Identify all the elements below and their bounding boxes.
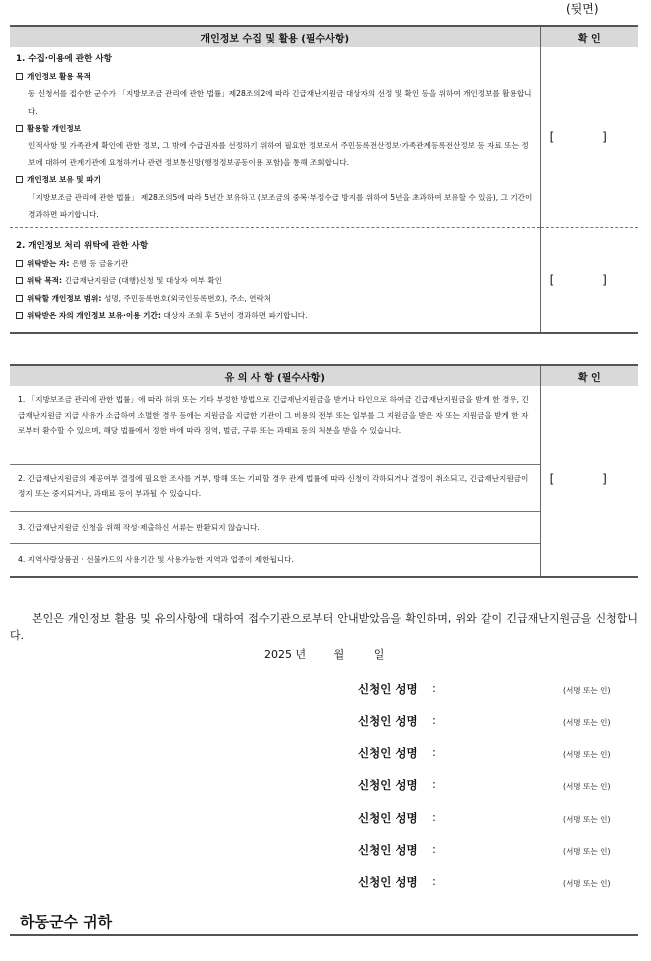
confirmation-statement: 본인은 개인정보 활용 및 유의사항에 대하여 접수기관으로부터 안내받았음을 확인하며, 위와 같이 긴급재난지원금을 신청합니다. — [10, 612, 638, 642]
addressee: 하동군수 귀하 — [20, 913, 113, 931]
notice-check[interactable]: [ ] — [540, 386, 638, 577]
privacy-consent-table — [10, 25, 638, 334]
outsourcing-title: 2. 개인정보 처리 위탁에 관한 사항 — [16, 241, 149, 252]
checkbox-icon — [16, 277, 23, 284]
notice-header: 유 의 사 항 (필수사항) — [10, 365, 540, 386]
signature-hint: (서명 또는 인) — [563, 782, 611, 791]
signature-line[interactable]: 신청인 성명 : (서명 또는 인) — [358, 777, 611, 792]
notice-item: 2. 긴급재난지원금의 제공여부 결정에 필요한 조사를 거부, 방해 또는 기피할 경우 관계 법률에 따라 신청이 각하되거나 결정이 취소되고, 긴급재난지원금이 정지 또는 중지되거나, 과태료 등이 부과될 수 있습니다. — [10, 464, 540, 511]
application-date — [264, 646, 384, 662]
outsourcing-block — [10, 228, 540, 334]
date-month: 월 — [333, 648, 345, 661]
date-day: 일 — [373, 648, 385, 661]
checkbox-icon — [16, 176, 23, 183]
signature-hint: (서명 또는 인) — [563, 686, 611, 695]
info-used-label: 활용할 개인정보 — [16, 120, 534, 137]
outsourcing-check[interactable]: [ ] — [540, 228, 638, 334]
outsourcing-scope-row: 위탁할 개인정보 범위: 성명, 주민등록번호(외국인등록번호), 주소, 연락처 — [16, 290, 534, 307]
signature-line[interactable]: 신청인 성명 : (서명 또는 인) — [358, 842, 611, 857]
signature-hint: (서명 또는 인) — [563, 815, 611, 824]
retention-label: 개인정보 보유 및 파기 — [16, 171, 534, 188]
page-side-label: (뒷면) — [566, 2, 599, 16]
checkbox-icon — [16, 312, 23, 319]
date-year: 2025 년 — [264, 648, 307, 661]
checkbox-icon — [16, 260, 23, 267]
signature-line[interactable]: 신청인 성명 : (서명 또는 인) — [358, 810, 611, 825]
signature-hint: (서명 또는 인) — [563, 718, 611, 727]
signature-line[interactable]: 신청인 성명 : (서명 또는 인) — [358, 681, 611, 696]
signature-line[interactable]: 신청인 성명 : (서명 또는 인) — [358, 874, 611, 889]
purpose-label: 개인정보 활용 목적 — [16, 68, 534, 85]
signature-line[interactable]: 신청인 성명 : (서명 또는 인) — [358, 713, 611, 728]
bottom-divider — [10, 934, 638, 936]
outsourcing-purpose-row: 위탁 목적: 긴급재난지원금 (대행)신청 및 대상자 여부 확인 — [16, 272, 534, 289]
signature-hint: (서명 또는 인) — [563, 847, 611, 856]
signature-hint: (서명 또는 인) — [563, 750, 611, 759]
notice-item: 3. 긴급재난지원금 신청을 위해 작성‧제출하신 서류는 반환되지 않습니다. — [10, 511, 540, 544]
checkbox-icon — [16, 125, 23, 132]
info-used-text: 인적사항 및 가족관계 확인에 관한 정보, 그 밖에 수급권자를 선정하기 위하여 필요한 정보로서 주민등록전산정보·가족관계등록전산정보 등 자료 또는 정보에 대하여 관계기관에 요청하거나 관련 정보통신망(행정정보공동이용 포함)을 통해 조회합니다. — [28, 141, 529, 168]
retention-text: 「지방보조금 관리에 관한 법률」 제28조의5에 따라 5년간 보유하고 (보조금의 중복·부정수급 방지를 위하여 5년을 초과하여 보유할 수 있음), 그 기간이 경과하면 파기합니다. — [28, 192, 533, 219]
notice-item: 1. 「지방보조금 관리에 관한 법률」에 따라 허위 또는 기타 부정한 방법으로 긴급재난지원금을 받거나 타인으로 하여금 긴급재난지원금을 받게 한 경우, 긴급재난지원금 지급 사유가 소급하여 소멸한 경우 등에는 지원금을 지급한 기관이 그 비용의 전부 또는 일부를 그 지원금을 받은 자 또는 지원금을 받게 한 자로부터 환수할 수 있으며, 해당 법률에서 정한 바에 따라 징역, 벌금, 구류 또는 과태료 등의 처분을 받을 수 있습니다. — [10, 386, 540, 464]
collection-use-title: 1. 수집‧이용에 관한 사항 — [16, 54, 112, 64]
privacy-header: 개인정보 수집 및 활용 (필수사항) — [10, 26, 540, 47]
trustee-row: 위탁받는 자: 은행 등 금융기관 — [16, 255, 534, 272]
purpose-text: 동 신청서를 접수한 군수가 「지방보조금 관리에 관한 법률」제28조의2에 따라 긴급재난지원금 대상자의 선정 및 확인 등을 위하여 개인정보를 활용합니다. — [28, 89, 532, 116]
checkbox-icon — [16, 73, 23, 80]
notice-check-header: 확 인 — [540, 365, 638, 386]
outsourcing-period-row: 위탁받은 자의 개인정보 보유·이용 기간: 대상자 조회 후 5년이 경과하면 파기합니다. — [16, 307, 534, 324]
collection-use-check[interactable]: [ ] — [540, 47, 638, 228]
privacy-check-header: 확 인 — [540, 26, 638, 47]
collection-use-block — [10, 47, 540, 228]
checkbox-icon — [16, 295, 23, 302]
signature-line[interactable]: 신청인 성명 : (서명 또는 인) — [358, 745, 611, 760]
notice-table — [10, 364, 638, 578]
notice-item: 4. 지역사랑상품권 · 선불카드의 사용기간 및 사용가능한 지역과 업종이 제한됩니다. — [18, 555, 294, 564]
signature-hint: (서명 또는 인) — [563, 879, 611, 888]
